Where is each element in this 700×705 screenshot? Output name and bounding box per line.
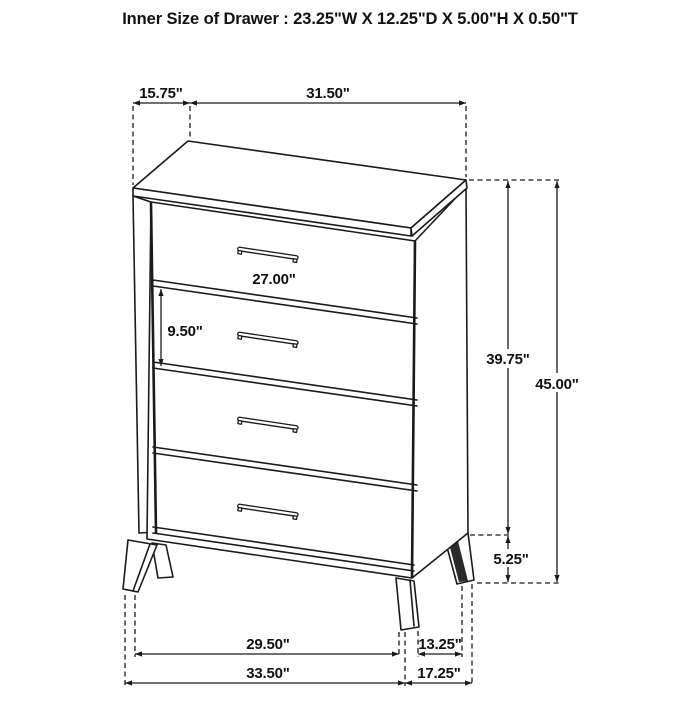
front-right-leg bbox=[396, 578, 419, 630]
dim-label-case-height: 39.75" bbox=[486, 351, 530, 368]
right-side-panel bbox=[412, 187, 468, 578]
dim-label-base-inner-depth: 13.25" bbox=[418, 636, 462, 653]
dim-label-base-inner-width: 29.50" bbox=[246, 636, 290, 653]
diagram-title: Inner Size of Drawer : 23.25"W X 12.25"D X 5.00"H X 0.50"T bbox=[122, 10, 578, 28]
dim-label-overall-height: 45.00" bbox=[535, 376, 579, 393]
dim-label-base-outer-depth: 17.25" bbox=[417, 665, 461, 682]
front-left-leg bbox=[123, 540, 157, 592]
dim-label-base-outer-width: 33.50" bbox=[246, 665, 290, 682]
dim-label-drawer-front-height: 9.50" bbox=[167, 323, 203, 340]
dim-label-leg-height: 5.25" bbox=[493, 551, 529, 568]
front-face bbox=[147, 202, 415, 578]
dim-label-top-width: 31.50" bbox=[306, 85, 350, 102]
dim-label-top-overhang-depth: 15.75" bbox=[139, 85, 183, 102]
dresser-drawing bbox=[123, 141, 474, 630]
dim-label-drawer-front-width: 27.00" bbox=[252, 271, 296, 288]
